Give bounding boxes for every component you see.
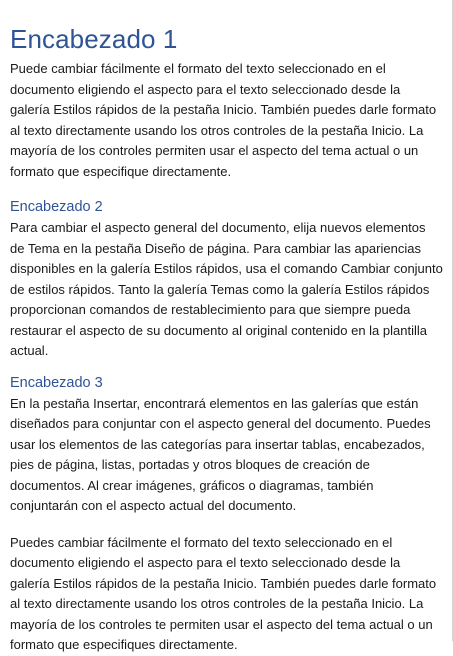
- paragraph-4: Puedes cambiar fácilmente el formato del texto seleccionado en el documento eligiendo el aspecto para el texto seleccionado desde la galería Estilos rápidos de la pestaña Inicio. También puedes darle formato al texto directamente usando los otros controles de la pestaña Inicio. La mayoría de los controles te permiten usar el aspecto del tema actual o un formato que especifiques directamente.: [10, 534, 437, 652]
- paragraph-1: Puede cambiar fácilmente el formato del texto seleccionado en el documento eligiendo el aspecto para el texto seleccionado desde la galería Estilos rápidos de la pestaña Inicio. También puedes darle formato al texto directamente usando los otros controles de la pestaña Inicio. La mayoría de los controles permiten usar el aspecto del tema actual o un formato que especifique directamente.: [10, 61, 437, 179]
- heading-2: Encabezado 2: [10, 199, 103, 215]
- heading-3: Encabezado 3: [10, 374, 103, 391]
- paragraph-2: Para cambiar el aspecto general del documento, elija nuevos elementos de Tema en la pestaña Diseño de página. Para cambiar las apariencias disponibles en la galería Estilos rápidos, usa el comando Cambiar conjunto de estilos rápidos. Tanto la galería Temas como la galería Estilos rápidos proporcionan comandos de restablecimiento para que siempre pueda restaurar el aspecto de su documento al original contenido en la plantilla actual.: [10, 220, 443, 358]
- heading-1: Encabezado 1: [10, 24, 178, 54]
- paragraph-3: En la pestaña Insertar, encontrará elementos en las galerías que están diseñados para conjuntar con el aspecto general del documento. Puedes usar los elementos de las categorías para insertar tablas, encabezados, pies de página, listas, portadas y otros bloques de creación de documentos. Al crear imágenes, gráficos o diagramas, también conjuntarán con el aspecto actual del documento.: [10, 395, 431, 513]
